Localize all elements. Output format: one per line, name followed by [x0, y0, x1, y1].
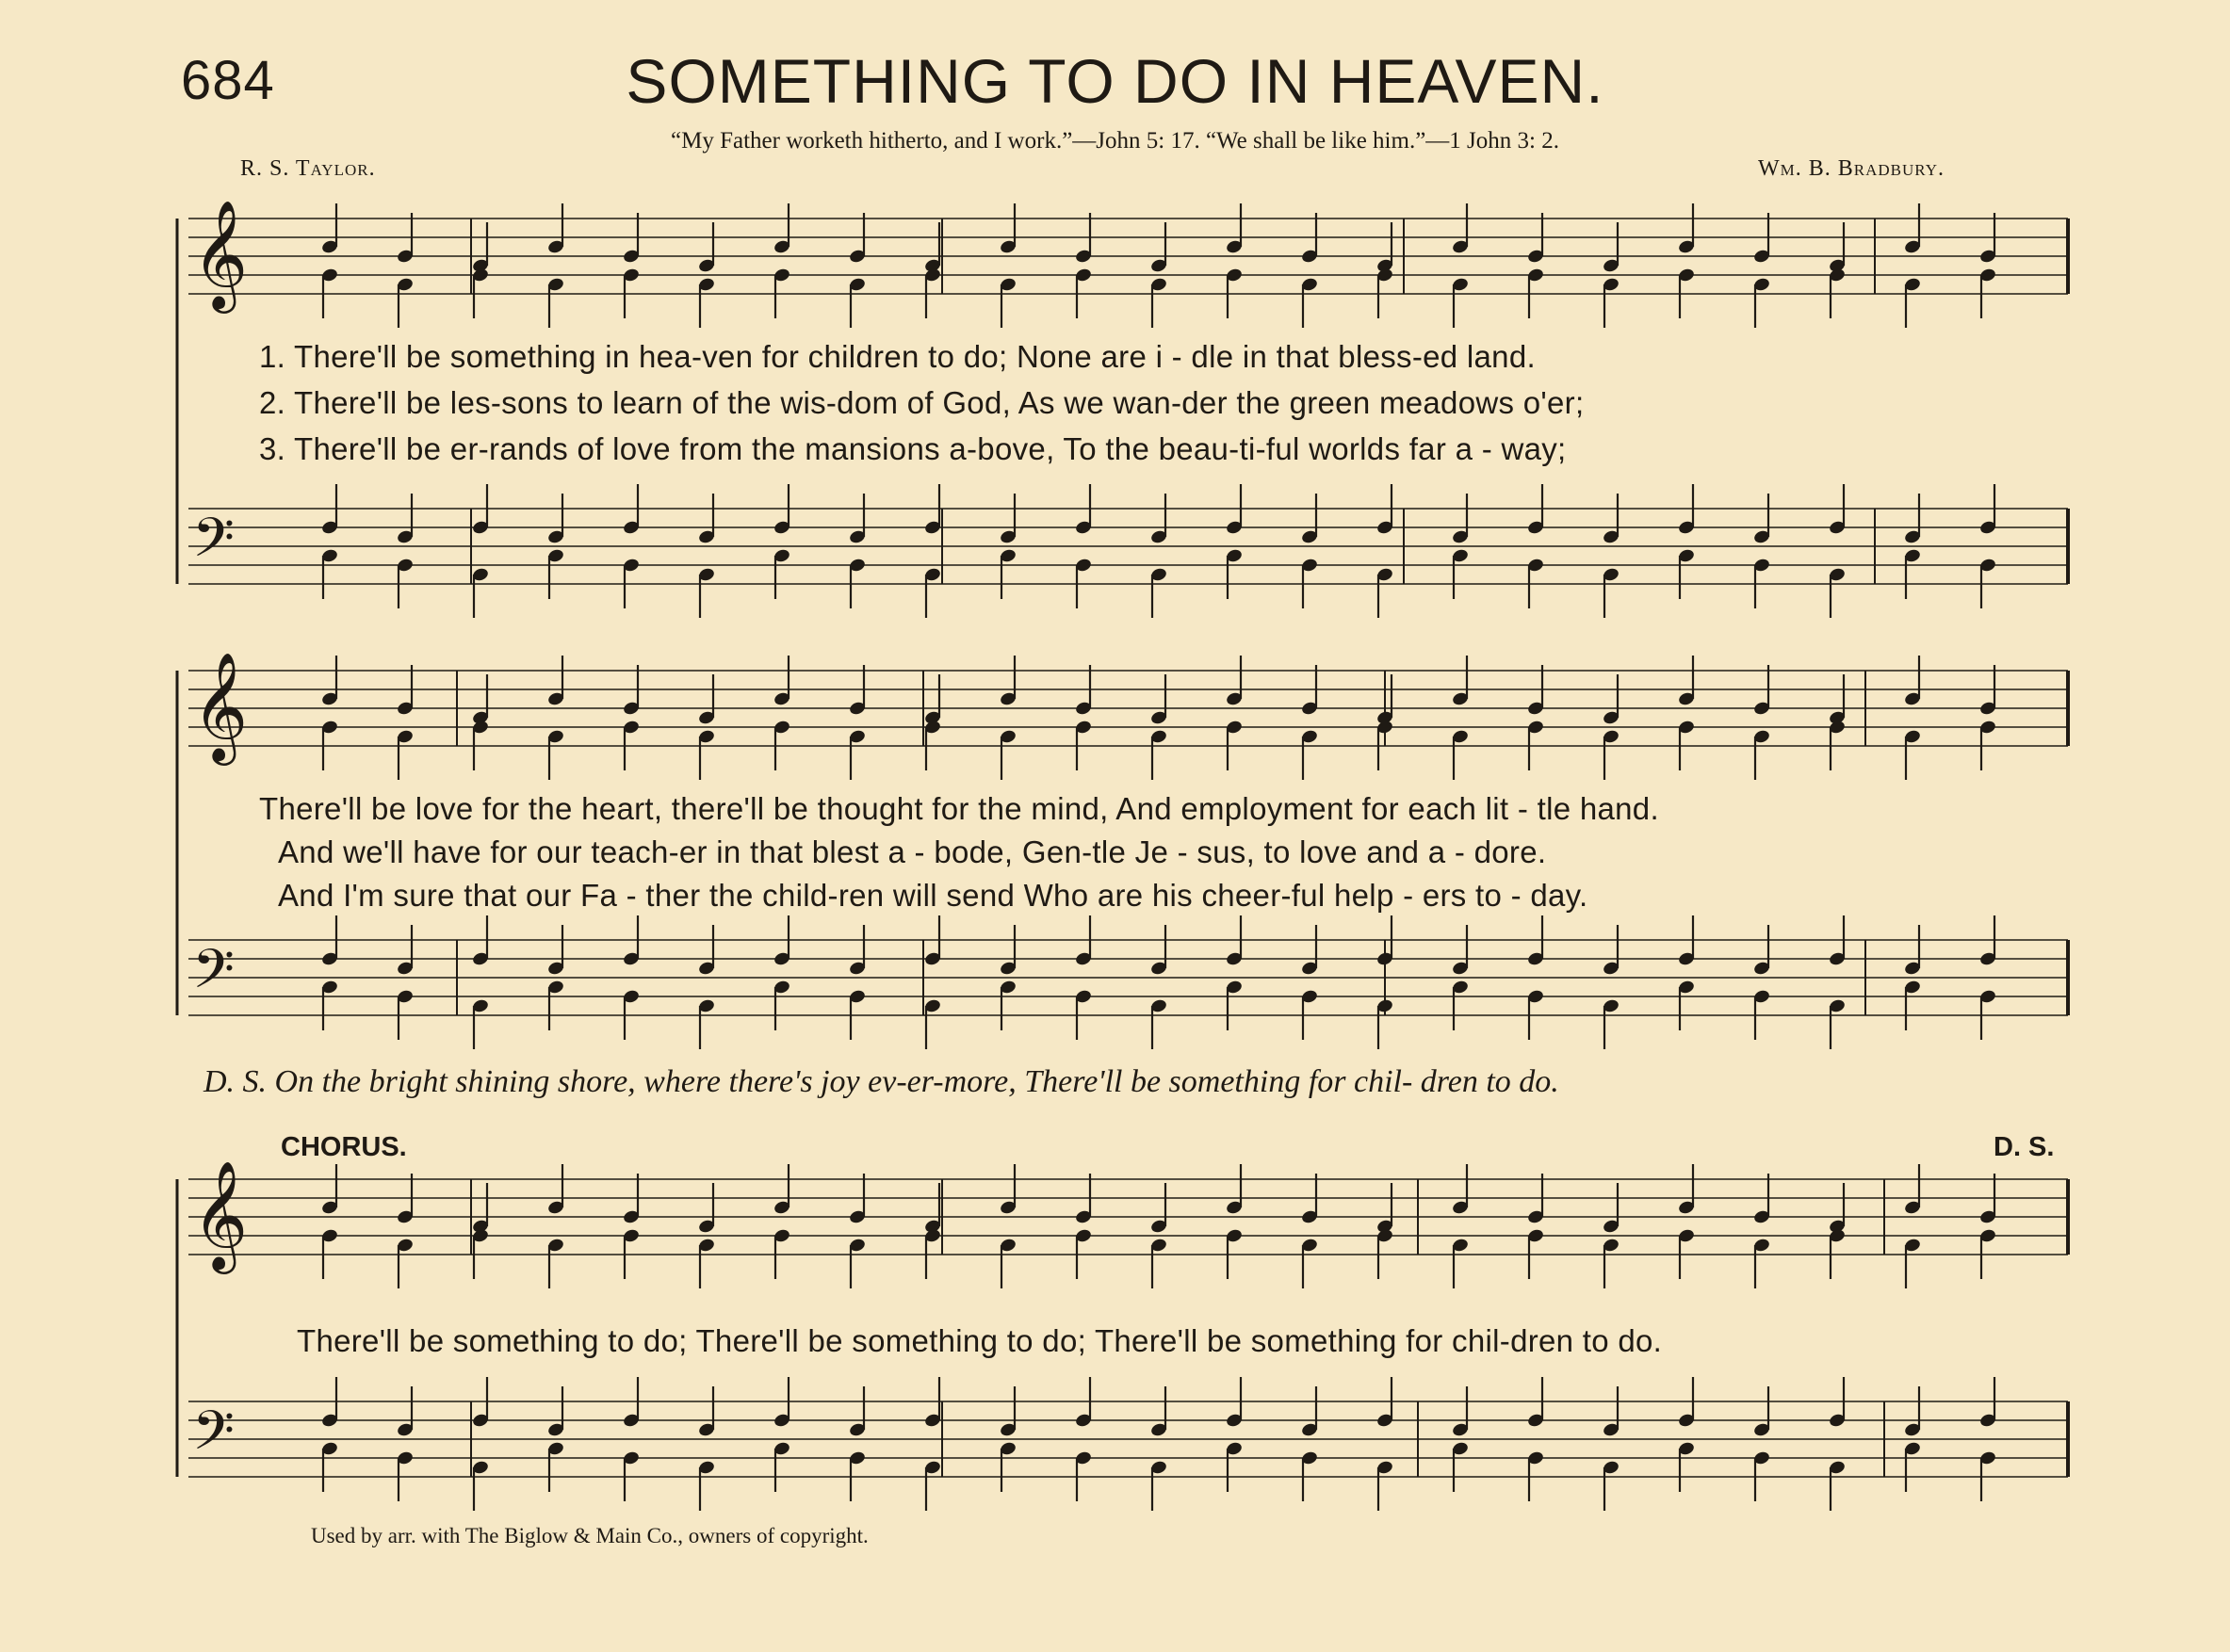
hymn-title: SOMETHING TO DO IN HEAVEN. [626, 46, 1604, 116]
page-number: 684 [181, 50, 275, 111]
system-1-bass-clef: 𝄢 [192, 506, 236, 583]
copyright-notice: Used by arr. with The Biglow & Main Co., owners of copyright. [311, 1524, 869, 1547]
chorus-label: CHORUS. [281, 1132, 407, 1162]
ds-lyric-line: D. S. On the bright shining shore, where there's joy ev-er-more, There'll be something for chil- dren to do. [203, 1064, 1559, 1099]
ds-marker: D. S. [1994, 1132, 2055, 1162]
chorus-lyrics: There'll be something to do; There'll be something to do; There'll be something for chil-dren to do. [297, 1323, 1663, 1358]
verse-3-lyrics: 3. There'll be er-rands of love from the mansions a-bove, To the beau-ti-ful worlds far a - way; [259, 431, 1567, 466]
refrain-line-3: And I'm sure that our Fa - ther the child-ren will send Who are his cheer-ful help - ers to - day. [278, 878, 1588, 913]
system-3-treble-clef: 𝄞 [192, 1159, 249, 1270]
system-1-treble-clef: 𝄞 [192, 199, 249, 309]
verse-2-lyrics: 2. There'll be les-sons to learn of the wis-dom of God, As we wan-der the green meadows o'er; [259, 385, 1585, 420]
system-2-bass-clef: 𝄢 [192, 937, 236, 1014]
lyricist-credit: R. S. Taylor. [240, 156, 376, 181]
refrain-line-1: There'll be love for the heart, there'll be thought for the mind, And employment for each lit - tle hand. [259, 791, 1659, 826]
refrain-line-2: And we'll have for our teach-er in that blest a - bode, Gen-tle Je - sus, to love and a - dore. [278, 834, 1547, 869]
scripture-epigraph: “My Father worketh hitherto, and I work.”—John 5: 17. “We shall be like him.”—1 John 3: 2. [671, 128, 1559, 154]
system-2-treble-clef: 𝄞 [192, 651, 249, 761]
composer-credit: Wm. B. Bradbury. [1758, 156, 1945, 181]
system-3-bass-clef: 𝄢 [192, 1399, 236, 1476]
verse-1-lyrics: 1. There'll be something in hea-ven for children to do; None are i - dle in that bless-ed land. [259, 339, 1536, 374]
